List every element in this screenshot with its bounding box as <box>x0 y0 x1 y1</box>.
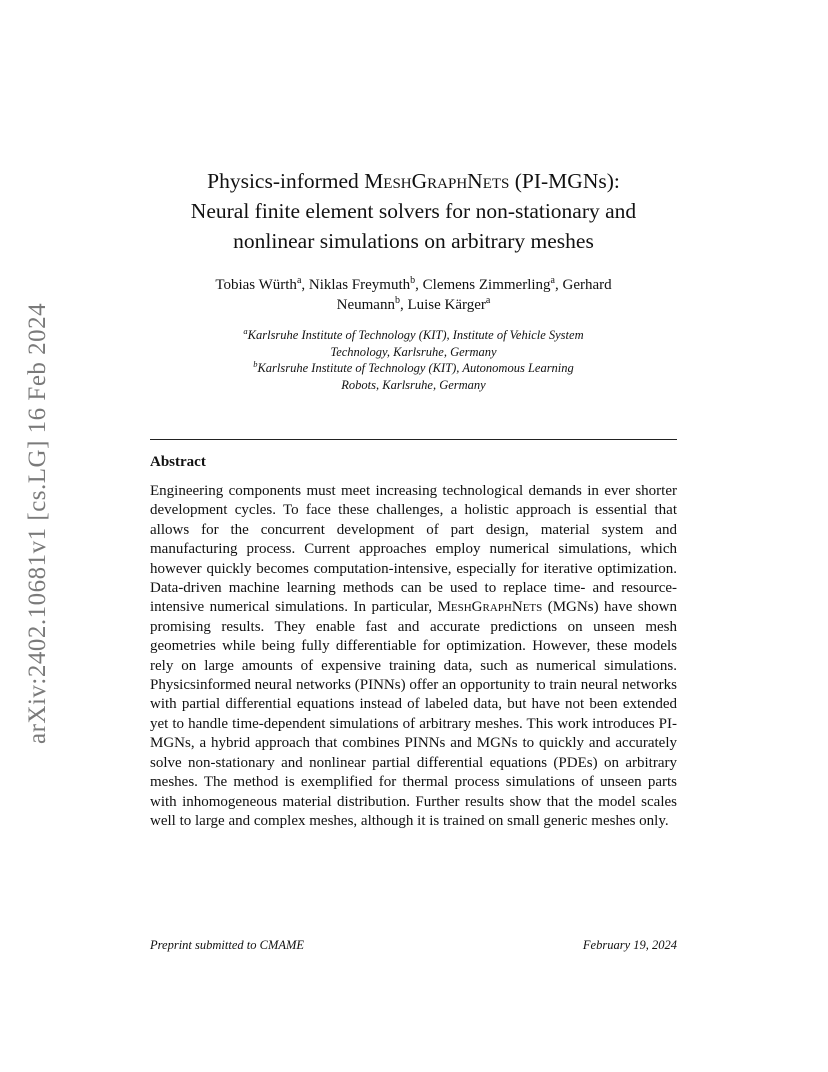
title-line-1 <box>150 166 677 196</box>
affiliation-text: Karlsruhe Institute of Technology (KIT), Autonomous Learning <box>257 361 574 376</box>
arxiv-identifier: arXiv:2402.10681v1 [cs.LG] 16 Feb 2024 <box>24 302 51 744</box>
author-affiliation-mark: b <box>394 295 400 306</box>
affiliation-key: b <box>253 359 258 370</box>
author-name: Tobias Würth <box>215 277 297 293</box>
horizontal-rule <box>150 439 677 440</box>
author-affiliation-mark: a <box>485 295 491 306</box>
author-name-first: Gerhard <box>562 277 612 293</box>
affiliation-a-line-2: Technology, Karlsruhe, Germany <box>330 344 497 359</box>
abstract-body <box>150 482 677 831</box>
affiliation-b-line-2: Robots, Karlsruhe, Germany <box>341 378 486 393</box>
paper-title <box>150 166 677 256</box>
title-text: Physics-informed <box>207 169 365 193</box>
affiliation-key: a <box>243 325 248 336</box>
affiliation-a-line-1 <box>150 327 677 344</box>
abstract-heading: Abstract <box>150 454 206 470</box>
footer-submission-note: Preprint submitted to CMAME <box>150 938 305 952</box>
author-affiliation-mark: a <box>550 275 555 286</box>
abstract-smallcaps: MeshGraphNets <box>437 599 543 616</box>
author-affiliation-mark: a <box>296 275 302 286</box>
title-smallcaps: MeshGraphNets <box>364 169 510 193</box>
affiliation-text: Karlsruhe Institute of Technology (KIT), Institute of Vehicle System <box>247 328 584 342</box>
abstract-text: (MGNs) have shown promising results. They enable fast and accurate predictions on unseen mesh geometries while being fully differentiable for optimization. However, these models rely on large amounts of expensive training data, such as numerical simulations. Physicsinformed neural networks (PINNs) offer an opportunity to train neural networks with partial differential equations instead of labeled data, but have not been extended yet to handle time-dependent simulations of arbitrary meshes. This work introduces PI-MGNs, a hybrid approach that combines PINNs and MGNs to quickly and accurately solve non-stationary and nonlinear partial differential equations (PDEs) on arbitrary meshes. The method is exemplified for thermal process simulations of unseen parts with inhomogeneous material distribution. Further results show that the model scales well to large and complex meshes, although it is trained on small generic meshes only. <box>150 599 678 829</box>
footer-date: February 19, 2024 <box>582 938 677 952</box>
affiliations <box>150 327 677 394</box>
author-list <box>150 275 677 315</box>
title-line-3: nonlinear simulations on arbitrary meshes <box>233 229 594 253</box>
author-name: Clemens Zimmerling <box>422 277 551 293</box>
abstract-text: Engineering components must meet increasing technological demands in ever shorter development cycles. To face these challenges, a holistic approach is essential that allows for the concurrent development of part design, material system and manufacturing process. Current approaches employ numerical simulations, which however quickly becomes computation-intensive, especially for iterative optimization. Data-driven machine learning methods can be used to replace time- and resource-intensive numerical simulations. In particular, <box>150 483 677 616</box>
affiliation-b-line-1 <box>150 360 677 377</box>
author-line-2: Neumann$^b$, Luise Kärger$^a$ <box>336 295 491 313</box>
title-line-2: Neural finite element solvers for non-stationary and <box>190 199 637 223</box>
author-name-last: Neumann <box>336 297 395 313</box>
author-line-1: Tobias Würth$^a$, Niklas Freymuth$^b$, Clemens Zimmerling$^a$, Gerhard <box>215 275 612 293</box>
author-name: Luise Kärger <box>407 297 486 313</box>
title-text: (PI-MGNs): <box>509 169 620 193</box>
author-affiliation-mark: b <box>410 275 416 286</box>
author-name: Niklas Freymuth <box>308 277 411 293</box>
